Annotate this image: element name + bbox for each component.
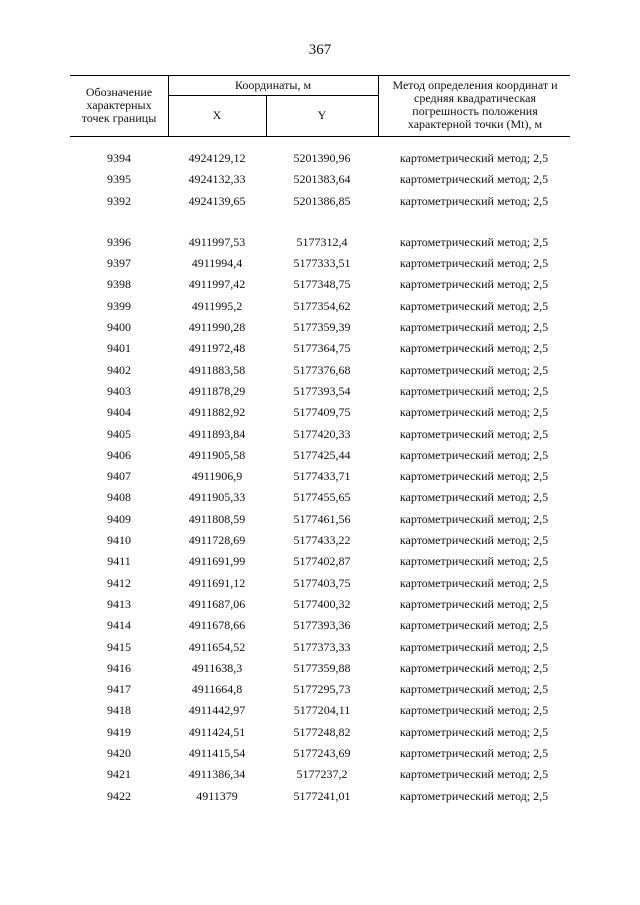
coord-x: 4911882,92 bbox=[188, 405, 246, 420]
coord-x: 4911893,84 bbox=[188, 426, 246, 441]
coord-y: 5177312,4 bbox=[296, 234, 348, 249]
coord-y: 5201390,96 bbox=[293, 151, 351, 165]
point-id: 9392 bbox=[107, 193, 131, 208]
point-id: 9402 bbox=[107, 362, 131, 377]
coord-y: 5177393,54 bbox=[293, 383, 351, 398]
header-method: Метод определения координат и средняя квадратическая погрешность положения характерной точки (Mt), м bbox=[392, 78, 558, 131]
coord-x: 4924139,65 bbox=[188, 193, 246, 208]
coord-y: 5177393,36 bbox=[293, 618, 351, 633]
point-id: 9404 bbox=[107, 405, 131, 420]
coord-x: 4911883,58 bbox=[188, 362, 246, 377]
table-row bbox=[70, 530, 570, 551]
table-row bbox=[70, 786, 570, 807]
table-row bbox=[70, 487, 570, 508]
coord-x: 4911997,42 bbox=[188, 277, 246, 292]
table-row bbox=[70, 615, 570, 636]
table-row bbox=[70, 381, 570, 402]
method: картометрический метод; 2,5 bbox=[399, 362, 549, 377]
method: картометрический метод; 2,5 bbox=[399, 490, 549, 505]
point-id: 9399 bbox=[107, 298, 131, 313]
table-row bbox=[70, 594, 570, 615]
method: картометрический метод; 2,5 bbox=[399, 426, 549, 441]
method: картометрический метод; 2,5 bbox=[399, 724, 549, 739]
coord-x: 4911691,99 bbox=[188, 554, 246, 569]
method: картометрический метод; 2,5 bbox=[399, 234, 549, 249]
method: картометрический метод; 2,5 bbox=[399, 746, 549, 761]
table-row bbox=[70, 253, 570, 274]
table-row bbox=[70, 509, 570, 530]
coord-y: 5201386,85 bbox=[293, 193, 351, 208]
coord-y: 5177425,44 bbox=[293, 447, 351, 462]
coord-y: 5177409,75 bbox=[293, 405, 351, 420]
coord-x: 4911995,2 bbox=[191, 298, 243, 313]
table-row bbox=[70, 764, 570, 785]
coord-y: 5177420,33 bbox=[293, 426, 351, 441]
table-row bbox=[70, 445, 570, 466]
method: картометрический метод; 2,5 bbox=[399, 447, 549, 462]
point-id: 9398 bbox=[107, 277, 131, 292]
coord-x: 4911386,34 bbox=[188, 767, 246, 782]
coord-x: 4911691,12 bbox=[188, 575, 246, 590]
table-row bbox=[70, 700, 570, 721]
coord-x: 4911808,59 bbox=[188, 511, 246, 526]
table-row bbox=[70, 743, 570, 764]
coord-x: 4911994,4 bbox=[191, 256, 243, 271]
table-row bbox=[70, 722, 570, 743]
method: картометрический метод; 2,5 bbox=[399, 511, 549, 526]
coord-y: 5177364,75 bbox=[293, 341, 351, 356]
coord-x: 4911728,69 bbox=[188, 533, 246, 548]
method: картометрический метод; 2,5 bbox=[399, 405, 549, 420]
point-id: 9395 bbox=[107, 172, 131, 187]
coord-y: 5177241,01 bbox=[293, 788, 351, 803]
header-top-border bbox=[70, 75, 570, 76]
method: картометрический метод; 2,5 bbox=[399, 639, 549, 654]
method: картометрический метод; 2,5 bbox=[399, 383, 549, 398]
coord-y: 5177461,56 bbox=[293, 511, 351, 526]
method: картометрический метод; 2,5 bbox=[399, 596, 549, 611]
header-y: Y bbox=[317, 108, 327, 122]
table-row bbox=[70, 148, 570, 169]
table-row bbox=[70, 169, 570, 190]
table-row bbox=[70, 338, 570, 359]
coord-x: 4911379 bbox=[196, 788, 238, 803]
point-id: 9421 bbox=[107, 767, 131, 782]
point-id: 9400 bbox=[107, 320, 131, 335]
method: картометрический метод; 2,5 bbox=[399, 682, 549, 697]
point-id: 9419 bbox=[107, 724, 131, 739]
point-id: 9403 bbox=[107, 383, 131, 398]
group-spacer bbox=[70, 212, 570, 232]
coord-x: 4911972,48 bbox=[188, 341, 246, 356]
col-divider-3 bbox=[378, 75, 379, 137]
coord-y: 5177433,22 bbox=[293, 533, 351, 548]
header-bottom-border bbox=[70, 136, 570, 137]
coord-y: 5177402,87 bbox=[293, 554, 351, 569]
point-id: 9416 bbox=[107, 660, 131, 675]
point-id: 9406 bbox=[107, 447, 131, 462]
coord-y: 5177433,71 bbox=[293, 469, 351, 484]
coord-y: 5177237,2 bbox=[296, 767, 348, 782]
coord-x: 4911654,52 bbox=[188, 639, 246, 654]
table-row bbox=[70, 191, 570, 212]
coord-x: 4911997,53 bbox=[188, 234, 246, 249]
coord-y: 5177359,88 bbox=[293, 660, 351, 675]
coord-x: 4911687,06 bbox=[188, 596, 246, 611]
coord-y: 5177400,32 bbox=[293, 596, 351, 611]
method: картометрический метод; 2,5 bbox=[399, 277, 549, 292]
table-row bbox=[70, 232, 570, 253]
table-row bbox=[70, 296, 570, 317]
coord-x: 4911906,9 bbox=[191, 469, 243, 484]
coord-y: 5177248,82 bbox=[293, 724, 351, 739]
coord-y: 5177354,62 bbox=[293, 298, 351, 313]
method: картометрический метод; 2,5 bbox=[399, 788, 549, 803]
coord-y: 5177455,65 bbox=[293, 490, 351, 505]
point-id: 9396 bbox=[107, 234, 131, 249]
method: картометрический метод; 2,5 bbox=[399, 660, 549, 675]
point-id: 9401 bbox=[107, 341, 131, 356]
table-row bbox=[70, 274, 570, 295]
coord-y: 5177359,39 bbox=[293, 320, 351, 335]
table-row bbox=[70, 424, 570, 445]
table-row bbox=[70, 551, 570, 572]
method: картометрический метод; 2,5 bbox=[399, 533, 549, 548]
coord-x: 4924129,12 bbox=[188, 151, 246, 165]
coord-x: 4911905,33 bbox=[188, 490, 246, 505]
point-id: 9407 bbox=[107, 469, 131, 484]
point-id: 9417 bbox=[107, 682, 131, 697]
table-row bbox=[70, 573, 570, 594]
method: картометрический метод; 2,5 bbox=[399, 618, 549, 633]
point-id: 9410 bbox=[107, 533, 131, 548]
coord-x: 4911442,97 bbox=[188, 703, 246, 718]
point-id: 9420 bbox=[107, 746, 131, 761]
table-row bbox=[70, 466, 570, 487]
header-coordinates: Координаты, м bbox=[234, 78, 312, 92]
coord-y: 5177376,68 bbox=[293, 362, 351, 377]
point-id: 9409 bbox=[107, 511, 131, 526]
coord-y: 5177403,75 bbox=[293, 575, 351, 590]
point-id: 9405 bbox=[107, 426, 131, 441]
method: картометрический метод; 2,5 bbox=[399, 469, 549, 484]
point-id: 9411 bbox=[107, 554, 131, 569]
coord-x: 4911905,58 bbox=[188, 447, 246, 462]
point-id: 9418 bbox=[107, 703, 131, 718]
table-row bbox=[70, 317, 570, 338]
table-row bbox=[70, 658, 570, 679]
header-point-label: Обозначение характерных точек границы bbox=[81, 85, 157, 125]
coord-x: 4911990,28 bbox=[188, 320, 246, 335]
method: картометрический метод; 2,5 bbox=[399, 767, 549, 782]
method: картометрический метод; 2,5 bbox=[399, 341, 549, 356]
point-id: 9408 bbox=[107, 490, 131, 505]
point-id: 9422 bbox=[107, 788, 131, 803]
table-row bbox=[70, 679, 570, 700]
method: картометрический метод; 2,5 bbox=[399, 151, 549, 165]
coord-x: 4911415,54 bbox=[188, 746, 246, 761]
coord-x: 4911424,51 bbox=[188, 724, 246, 739]
coords-divider bbox=[168, 95, 378, 96]
header-x: X bbox=[212, 108, 222, 122]
coord-x: 4911638,3 bbox=[191, 660, 243, 675]
method: картометрический метод; 2,5 bbox=[399, 298, 549, 313]
method: картометрический метод; 2,5 bbox=[399, 193, 549, 208]
point-id: 9412 bbox=[107, 575, 131, 590]
method: картометрический метод; 2,5 bbox=[399, 703, 549, 718]
method: картометрический метод; 2,5 bbox=[399, 575, 549, 590]
table-body bbox=[70, 148, 570, 807]
coord-x: 4924132,33 bbox=[188, 172, 246, 187]
table-row bbox=[70, 402, 570, 423]
coord-y: 5201383,64 bbox=[293, 172, 351, 187]
coord-y: 5177243,69 bbox=[293, 746, 351, 761]
table-row bbox=[70, 360, 570, 381]
coord-x: 4911664,8 bbox=[191, 682, 243, 697]
method: картометрический метод; 2,5 bbox=[399, 172, 549, 187]
table-header bbox=[70, 75, 570, 137]
coord-y: 5177204,11 bbox=[293, 703, 351, 718]
method: картометрический метод; 2,5 bbox=[399, 554, 549, 569]
coord-y: 5177295,73 bbox=[293, 682, 351, 697]
point-id: 9415 bbox=[107, 639, 131, 654]
method: картометрический метод; 2,5 bbox=[399, 320, 549, 335]
table-row bbox=[70, 637, 570, 658]
point-id: 9414 bbox=[107, 618, 131, 633]
point-id: 9413 bbox=[107, 596, 131, 611]
point-id: 9397 bbox=[107, 256, 131, 271]
page-number: 367 bbox=[308, 42, 332, 58]
coord-x: 4911878,29 bbox=[188, 383, 246, 398]
coord-x: 4911678,66 bbox=[188, 618, 246, 633]
point-id: 9394 bbox=[107, 151, 131, 165]
method: картометрический метод; 2,5 bbox=[399, 256, 549, 271]
coord-y: 5177373,33 bbox=[293, 639, 351, 654]
coord-y: 5177348,75 bbox=[293, 277, 351, 292]
coord-y: 5177333,51 bbox=[293, 256, 351, 271]
